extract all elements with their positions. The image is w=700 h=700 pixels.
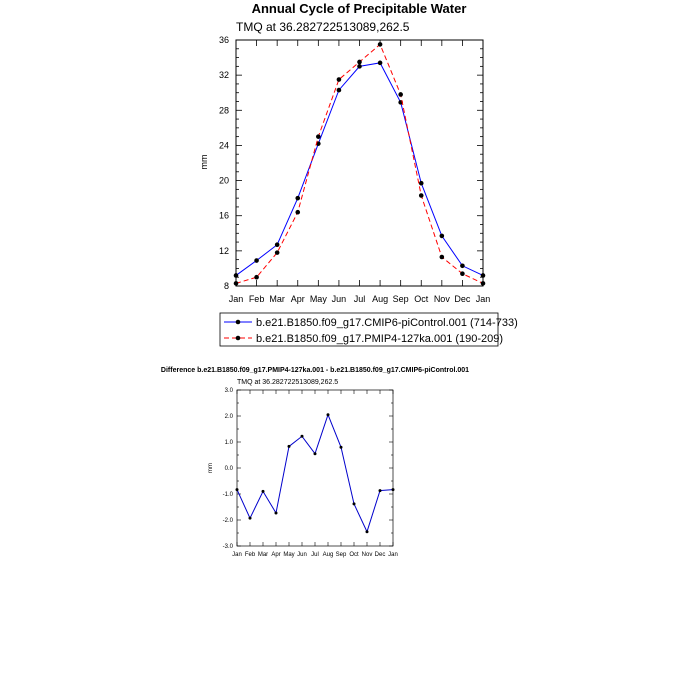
data-point bbox=[316, 134, 321, 139]
data-point bbox=[353, 502, 356, 505]
data-point bbox=[275, 511, 278, 514]
y-tick-label: 24 bbox=[218, 140, 229, 151]
difference-y-axis-label: mm bbox=[208, 463, 214, 473]
x-tick-label: Aug bbox=[372, 294, 389, 304]
x-tick-label: Aug bbox=[322, 552, 334, 558]
data-point bbox=[366, 530, 369, 533]
difference-subtitle: TMQ at 36.282722513089,262.5 bbox=[237, 379, 339, 386]
data-point bbox=[234, 281, 239, 286]
x-tick-label: Feb bbox=[244, 552, 256, 558]
data-point bbox=[288, 445, 291, 448]
data-point bbox=[378, 61, 383, 66]
data-point bbox=[460, 263, 465, 268]
data-point bbox=[337, 88, 342, 93]
y-tick-label: 36 bbox=[218, 35, 229, 45]
x-tick-label: Jan bbox=[232, 552, 242, 558]
y-tick-label: -3.0 bbox=[222, 544, 233, 550]
legend-label-piControl: b.e21.B1850.f09_g17.CMIP6-piControl.001 (714-733) bbox=[256, 317, 518, 329]
annual-cycle-chart bbox=[199, 1, 518, 346]
y-tick-label: 1.0 bbox=[224, 440, 233, 446]
x-tick-label: Oct bbox=[349, 552, 359, 558]
data-point bbox=[301, 435, 304, 438]
x-tick-label: May bbox=[309, 294, 327, 304]
x-tick-label: Apr bbox=[271, 552, 281, 558]
y-axis-label: mm bbox=[199, 154, 209, 170]
difference-chart bbox=[161, 367, 469, 558]
x-tick-label: Sep bbox=[392, 294, 409, 304]
x-tick-label: Jul bbox=[353, 294, 366, 304]
data-point bbox=[295, 210, 300, 215]
data-point bbox=[481, 273, 486, 278]
y-tick-label: 32 bbox=[218, 70, 229, 81]
x-tick-label: Dec bbox=[374, 552, 386, 558]
x-tick-label: Mar bbox=[257, 552, 269, 558]
x-tick-label: Jan bbox=[388, 552, 398, 558]
chart-subtitle: TMQ at 36.282722513089,262.5 bbox=[236, 20, 410, 34]
x-tick-label: Nov bbox=[361, 552, 373, 558]
x-tick-label: Sep bbox=[335, 552, 347, 558]
x-tick-label: May bbox=[283, 552, 295, 558]
x-tick-label: Nov bbox=[433, 294, 450, 304]
data-point bbox=[234, 273, 239, 278]
data-point bbox=[379, 489, 382, 492]
data-point bbox=[314, 452, 317, 455]
plot-frame bbox=[236, 40, 483, 286]
data-point bbox=[295, 196, 300, 201]
chart-title: Annual Cycle of Precipitable Water bbox=[251, 1, 467, 16]
data-point bbox=[275, 250, 280, 255]
series-line-0 bbox=[237, 415, 393, 532]
x-tick-label: Mar bbox=[269, 294, 285, 304]
data-point bbox=[419, 193, 424, 198]
x-tick-label: Apr bbox=[290, 294, 305, 304]
y-tick-label: 16 bbox=[218, 210, 229, 221]
y-tick-label: 0.0 bbox=[224, 466, 233, 472]
legend-marker-127ka bbox=[236, 336, 241, 341]
data-point bbox=[340, 446, 343, 449]
data-point bbox=[460, 271, 465, 276]
data-point bbox=[275, 242, 280, 247]
x-tick-label: Jun bbox=[297, 552, 307, 558]
data-point bbox=[254, 258, 259, 263]
y-tick-label: 12 bbox=[218, 245, 229, 256]
data-point bbox=[357, 60, 362, 65]
y-tick-label: -2.0 bbox=[222, 518, 233, 524]
data-point bbox=[392, 488, 395, 491]
legend-label-127ka: b.e21.B1850.f09_g17.PMIP4-127ka.001 (190-209) bbox=[256, 333, 504, 345]
data-point bbox=[337, 77, 342, 82]
data-point bbox=[440, 234, 445, 239]
y-tick-label: -1.0 bbox=[222, 492, 233, 498]
data-point bbox=[357, 64, 362, 69]
data-point bbox=[398, 92, 403, 97]
x-tick-label: Jan bbox=[475, 294, 491, 304]
x-tick-label: Jul bbox=[311, 552, 319, 558]
chart-legend bbox=[220, 313, 518, 346]
series-line-0 bbox=[236, 63, 483, 276]
y-tick-label: 28 bbox=[218, 105, 229, 116]
data-point bbox=[481, 281, 486, 286]
y-tick-label: 20 bbox=[218, 175, 229, 186]
data-point bbox=[378, 42, 383, 47]
x-tick-label: Jan bbox=[228, 294, 244, 304]
y-tick-label: 2.0 bbox=[224, 414, 233, 420]
x-tick-label: Dec bbox=[454, 294, 471, 304]
data-point bbox=[262, 490, 265, 493]
difference-title: Difference b.e21.B1850.f09_g17.PMIP4-127ka.001 - b.e21.B1850.f09_g17.CMIP6-piControl.001 bbox=[160, 367, 470, 374]
data-point bbox=[249, 517, 252, 520]
x-tick-label: Oct bbox=[414, 294, 429, 304]
data-point bbox=[254, 275, 259, 280]
y-tick-label: 8 bbox=[223, 281, 229, 291]
data-point bbox=[327, 413, 330, 416]
data-point bbox=[419, 181, 424, 186]
data-point bbox=[440, 255, 445, 260]
data-point bbox=[236, 488, 239, 491]
x-tick-label: Feb bbox=[248, 294, 265, 304]
legend-marker-piControl bbox=[236, 320, 241, 325]
x-tick-label: Jun bbox=[331, 294, 347, 304]
y-tick-label: 3.0 bbox=[224, 388, 233, 394]
